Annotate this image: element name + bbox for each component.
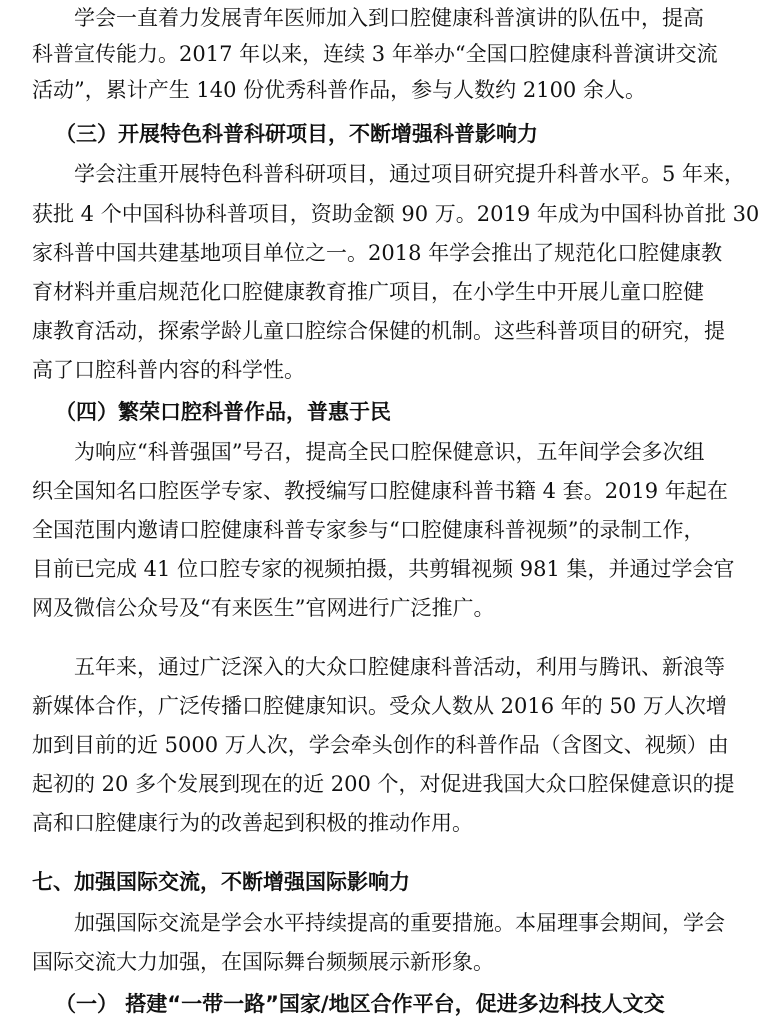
paragraph-3-line-4: 目前已完成 41 位口腔专家的视频拍摄，共剪辑视频 981 集，并通过学会官 <box>32 557 735 581</box>
paragraph-4-line-5: 高和口腔健康行为的改善起到积极的推动作用。 <box>32 811 473 835</box>
paragraph-2-line-4: 育材料并重启规范化口腔健康教育推广项目，在小学生中开展儿童口腔健 <box>32 280 704 304</box>
paragraph-2-line-3: 家科普中国共建基地项目单位之一。2018 年学会推出了规范化口腔健康教 <box>32 241 723 265</box>
section-heading-3: （三）开展特色科普科研项目，不断增强科普影响力 <box>55 122 538 146</box>
paragraph-4-line-4: 起初的 20 多个发展到现在的近 200 个，对促进我国大众口腔保健意识的提 <box>32 772 735 796</box>
section-heading-7-1: （一） 搭建“一带一路”国家/地区合作平台，促进多边科技人文交 <box>55 992 665 1016</box>
paragraph-3-line-5: 网及微信公众号及“有来医生”官网进行广泛推广。 <box>32 596 495 620</box>
paragraph-4-line-1: 五年来，通过广泛深入的大众口腔健康科普活动，利用与腾讯、新浪等 <box>74 655 725 679</box>
paragraph-4-line-2: 新媒体合作，广泛传播口腔健康知识。受众人数从 2016 年的 50 万人次增 <box>32 694 727 718</box>
section-heading-4: （四）繁荣口腔科普作品，普惠于民 <box>55 400 391 424</box>
paragraph-2-line-2: 获批 4 个中国科协科普项目，资助金额 90 万。2019 年成为中国科协首批 30 <box>32 202 759 226</box>
paragraph-2-line-5: 康教育活动，探索学龄儿童口腔综合保健的机制。这些科普项目的研究，提 <box>32 319 725 343</box>
paragraph-1-line-3: 活动”，累计产生 140 份优秀科普作品，参与人数约 2100 余人。 <box>32 78 646 102</box>
paragraph-3-line-3: 全国范围内邀请口腔健康科普专家参与“口腔健康科普视频”的录制工作， <box>32 518 705 542</box>
paragraph-2-line-1: 学会注重开展特色科普科研项目，通过项目研究提升科普水平。5 年来， <box>74 162 746 186</box>
paragraph-3-line-2: 织全国知名口腔医学专家、教授编写口腔健康科普书籍 4 套。2019 年起在 <box>32 479 728 503</box>
paragraph-1-line-1: 学会一直着力发展青年医师加入到口腔健康科普演讲的队伍中，提高 <box>74 6 704 30</box>
paragraph-2-line-6: 高了口腔科普内容的科学性。 <box>32 358 305 382</box>
chapter-heading-7: 七、加强国际交流，不断增强国际影响力 <box>32 870 410 894</box>
paragraph-5-line-1: 加强国际交流是学会水平持续提高的重要措施。本届理事会期间，学会 <box>74 911 725 935</box>
paragraph-4-line-3: 加到目前的近 5000 万人次，学会牵头创作的科普作品（含图文、视频）由 <box>32 733 729 757</box>
paragraph-1-line-2: 科普宣传能力。2017 年以来，连续 3 年举办“全国口腔健康科普演讲交流 <box>32 42 718 66</box>
paragraph-3-line-1: 为响应“科普强国”号召，提高全民口腔保健意识，五年间学会多次组 <box>74 440 705 464</box>
paragraph-5-line-2: 国际交流大力加强，在国际舞台频频展示新形象。 <box>32 950 494 974</box>
